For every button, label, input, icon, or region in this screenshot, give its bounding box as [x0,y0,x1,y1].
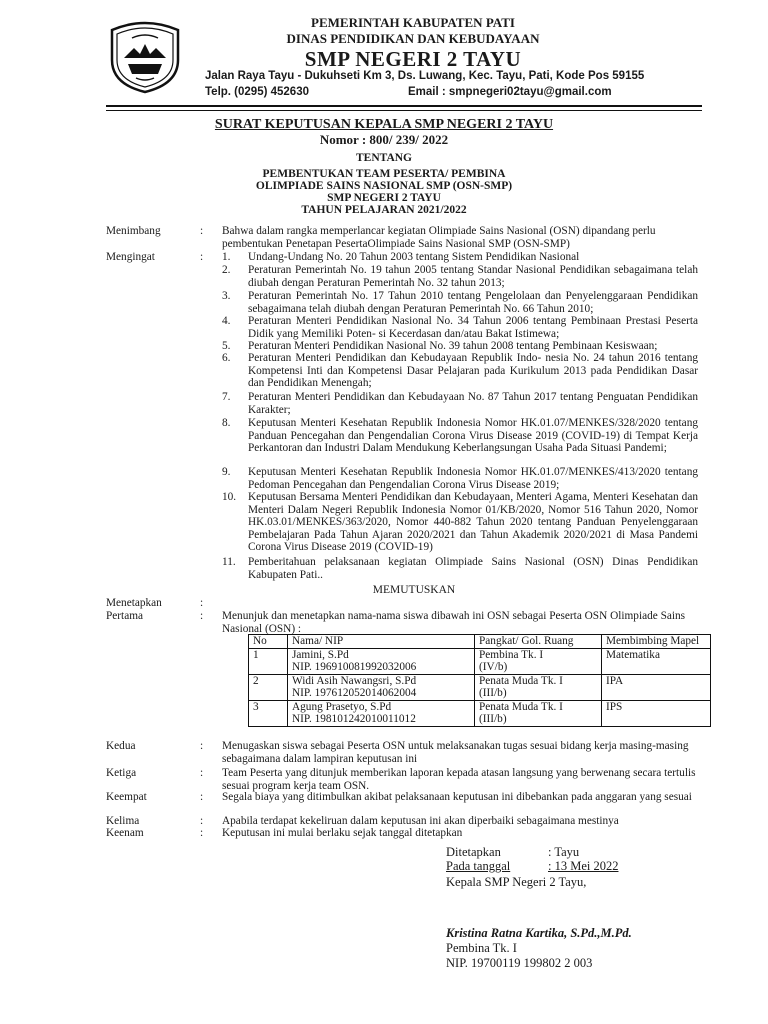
ketiga-text: Team Peserta yang ditunjuk memberikan laporan kepada atasan langsung yang berwenang secara tertulis sesuai program kerja team OSN. [222,767,696,792]
table-row [249,674,711,700]
mengingat-item-number: 9. [222,466,231,478]
header-no: No [249,635,288,649]
decree-about: TENTANG [355,152,413,164]
letterhead-contact [205,86,705,98]
colon: : [200,740,204,752]
menetapkan-label: Menetapkan [106,597,162,609]
decree-subject-1: PEMBENTUKAN TEAM PESERTA/ PEMBINA [262,168,506,180]
header-rank: Pangkat/ Gol. Ruang [475,635,602,649]
row-rank: Penata Muda Tk. I [479,674,563,687]
signatory-rank: Pembina Tk. I [446,941,517,955]
row-name-nip [288,674,475,700]
keempat-label: Keempat [106,791,147,803]
colon: : [200,815,204,827]
colon: : [200,225,204,237]
colon: : [200,767,204,779]
table-header-row [249,635,711,649]
row-rank: Pembina Tk. I [479,648,544,661]
mengingat-label: Mengingat [106,251,155,263]
row-subject: Matematika [602,648,711,674]
mengingat-item-text: Undang-Undang No. 20 Tahun 2003 tentang Sistem Pendidikan Nasional [248,251,580,263]
row-subject: IPA [602,674,711,700]
colon: : [200,827,204,839]
row-grade: (IV/b) [479,661,508,673]
decree-title: SURAT KEPUTUSAN KEPALA SMP NEGERI 2 TAYU [214,117,554,132]
mengingat-item-number: 3. [222,290,231,302]
mengingat-item-text: Keputusan Bersama Menteri Pendidikan dan Kebudayaan, Menteri Agama, Menteri Kesehatan dan Menteri Dalam Negeri Republik Indonesia Nomor 01/KB/2020, Nomor 516 Tahun 2020, Nomor HK.03.01/MENKES/363/2020, Nomor 440-882 Tahun 2020 tentang Panduan Penyelenggaraan Pembelajaran Pada Tahun Ajaran 2020/2021 dan Tahun Akademik 2020/2021 di Masa Pandemi Corona Virus Disease 2019 (COVID-19) [248,491,698,553]
mengingat-item-text: Peraturan Menteri Pendidikan dan Kebudayaan No. 87 Tahun 2017 tentang Penguatan Pendidikan Karakter; [248,391,698,416]
decree-subject-4: TAHUN PELAJARAN 2021/2022 [301,204,467,216]
mengingat-item-text: Peraturan Menteri Pendidikan Nasional No. 34 Tahun 2006 tentang Pembinaan Prestasi Peserta Didik yang Memiliki Poten- si Kecerdasan dan/atau Bakat Istimewa; [248,315,698,340]
letterhead-email: Email : smpnegeri02tayu@gmail.com [408,86,612,98]
row-nip: NIP. 197612052014062004 [292,687,417,699]
mengingat-item-number: 6. [222,352,231,364]
kelima-label: Kelima [106,815,140,827]
table-row [249,648,711,674]
header-divider [106,105,702,107]
mengingat-item-text: Peraturan Pemerintah No. 17 Tahun 2010 tentang Pengelolaan dan Penyelenggaraan Pendidikan sebagaimana telah diubah dengan Peraturan Pemerintah No. 66 Tahun 2010; [248,290,698,315]
mengingat-item-number: 5. [222,340,231,352]
mengingat-item-number: 10. [222,491,237,503]
row-nip: NIP. 196910081992032006 [292,661,417,673]
mengingat-item-number: 11. [222,556,236,568]
letterhead-phone: Telp. (0295) 452630 [205,86,309,98]
osn-team-table [248,634,711,727]
row-grade: (III/b) [479,687,507,699]
colon: : [200,251,204,263]
ketiga-label: Ketiga [106,767,137,779]
decree-number: Nomor : 800/ 239/ 2022 [319,132,449,147]
kelima-text: Apabila terdapat kekeliruan dalam keputusan ini akan diperbaiki sebagaimana mestinya [222,815,619,827]
kedua-label: Kedua [106,740,136,752]
mengingat-item-text: Peraturan Menteri Pendidikan Nasional No. 39 tahun 2008 tentang Pembinaan Kesiswaan; [248,340,658,352]
mengingat-item-number: 2. [222,264,231,276]
letterhead-address: Jalan Raya Tayu - Dukuhseti Km 3, Ds. Luwang, Kec. Tayu, Pati, Kode Pos 59155 [205,70,645,82]
letterhead-government: PEMERINTAH KABUPATEN PATI [311,15,515,30]
header-name: Nama/ NIP [288,635,475,649]
ditetapkan-value: : Tayu [548,845,580,859]
row-rank-grade [475,648,602,674]
menimbang-label: Menimbang [106,225,161,237]
pertama-text: Menunjuk dan menetapkan nama-nama siswa dibawah ini OSN sebagai Peserta OSN Olimpiade Sains Nasional (OSN) : [222,610,686,635]
mengingat-item-number: 1. [222,251,231,263]
decree-subject-3: SMP NEGERI 2 TAYU [327,192,441,204]
signatory-position: Kepala SMP Negeri 2 Tayu, [446,875,587,889]
colon: : [200,597,204,609]
table-row [249,700,711,726]
mengingat-item-text: Peraturan Menteri Pendidikan dan Kebudayaan Republik Indo- nesia No. 24 tahun 2016 tentang Kompetensi Inti dan Kompetensi Dasar Pelajaran pada Kurikulum 2013 pada Pendidikan Dasar dan Pendidikan Menengah; [248,352,698,389]
row-rank-grade [475,674,602,700]
pertama-label: Pertama [106,610,144,622]
row-name-nip [288,648,475,674]
mengingat-item-text: Keputusan Menteri Kesehatan Republik Indonesia Nomor HK.01.07/MENKES/413/2020 tentang Pedoman Pencegahan dan Pengendalian Corona Virus Disease 2019; [248,466,698,491]
row-no: 2 [249,674,288,700]
memutuskan-heading: MEMUTUSKAN [372,584,456,596]
decree-subject-2: OLIMPIADE SAINS NASIONAL SMP (OSN-SMP) [255,180,513,192]
signatory-nip: NIP. 19700119 199802 2 003 [446,956,593,970]
mengingat-item-text: Keputusan Menteri Kesehatan Republik Indonesia Nomor HK.01.07/MENKES/328/2020 tentang Panduan Pencegahan dan Pengendalian Corona Virus Disease 2019 (COVID-19) di Tempat Kerja Perkantoran dan Industri Dalam Mendukung Keberlangsungan Usaha Pada Situasi Pandemi; [248,417,698,454]
colon: : [200,791,204,803]
mengingat-item-number: 4. [222,315,231,327]
mengingat-item-number: 7. [222,391,231,403]
keempat-text: Segala biaya yang ditimbulkan akibat pelaksanaan keputusan ini dibebankan pada anggaran yang sesuai [222,791,692,803]
letterhead-department: DINAS PENDIDIKAN DAN KEBUDAYAAN [286,31,540,46]
mengingat-item-text: Pemberitahuan pelaksanaan kegiatan Olimpiade Sains Nasional (OSN) Dinas Pendidikan Kabupaten Pati.. [248,556,698,581]
row-rank-grade [475,700,602,726]
row-name: Jamini, S.Pd [292,648,349,661]
menimbang-text: Bahwa dalam rangka memperlancar kegiatan Olimpiade Sains Nasional (OSN) dipandang perlu pembentukan Penetapan PesertaOlimpiade Sains Nasional SMP (OSN-SMP) [222,225,656,250]
row-name: Agung Prasetyo, S.Pd [292,700,392,713]
mengingat-item-text: Peraturan Pemerintah No. 19 tahun 2005 tentang Standar Nasional Pendidikan sebagaimana telah diubah dengan Peraturan Pemerintah No. 32 tahun 2013; [248,264,698,289]
row-name-nip [288,700,475,726]
row-subject: IPS [602,700,711,726]
ditetapkan-label: Ditetapkan [446,845,501,859]
signatory-name: Kristina Ratna Kartika, S.Pd.,M.Pd. [446,926,632,940]
header-subject: Membimbing Mapel [602,635,711,649]
row-grade: (III/b) [479,713,507,725]
header-divider-thin [106,110,702,111]
colon: : [200,610,204,622]
letterhead-school: SMP NEGERI 2 TAYU [304,47,522,71]
row-name: Widi Asih Nawangsri, S.Pd [292,674,417,687]
kedua-text: Menugaskan siswa sebagai Peserta OSN untuk melaksanakan tugas sesuai bidang kerja masing-masing sebagaimana dalam lampiran keputusan ini [222,740,689,765]
row-nip: NIP. 198101242010011012 [292,713,416,725]
row-no: 3 [249,700,288,726]
row-rank: Penata Muda Tk. I [479,700,563,713]
mengingat-item-number: 8. [222,417,231,429]
keenam-text: Keputusan ini mulai berlaku sejak tanggal ditetapkan [222,827,463,839]
keenam-label: Keenam [106,827,144,839]
tanggal-value: : 13 Mei 2022 [548,859,619,873]
row-no: 1 [249,648,288,674]
tanggal-label: Pada tanggal [446,859,511,873]
